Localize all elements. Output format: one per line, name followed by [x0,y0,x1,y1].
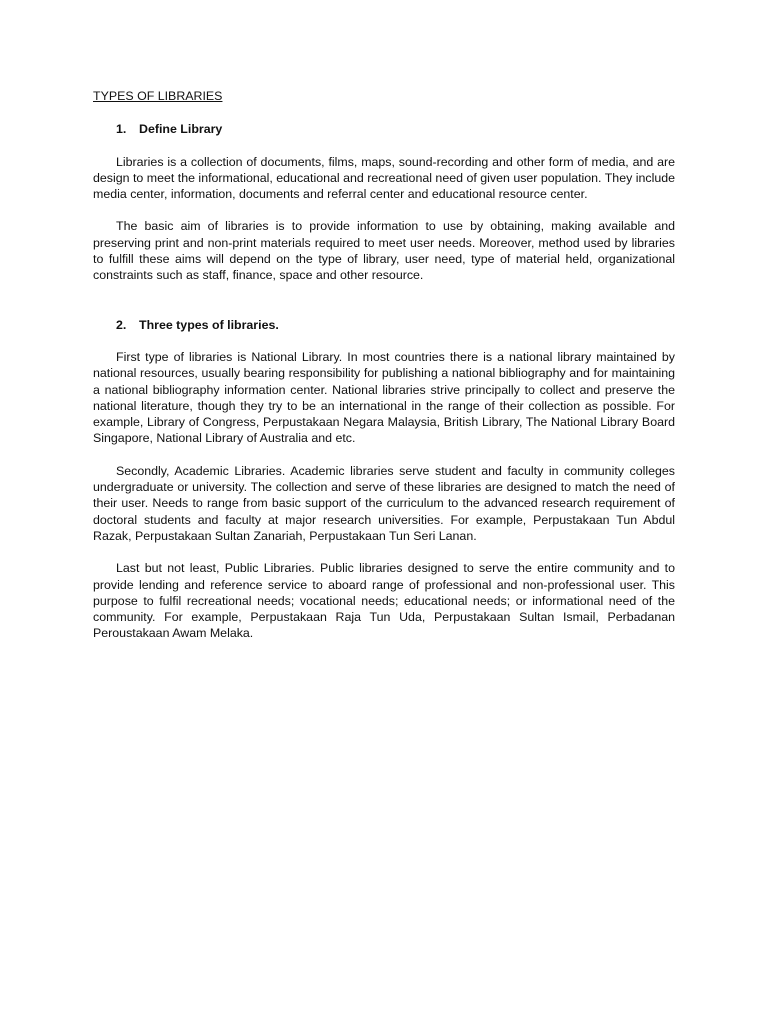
paragraph-define-2: The basic aim of libraries is to provide information to use by obtaining, making available and preserving print and non-print materials required to meet user needs. Moreover, method used by libraries to fulfill these aims will depend on the type of library, user need, type of material held, organizational constraints such as staff, finance, space and other resource. [93,219,675,283]
section-number: 2. [116,317,127,332]
section-heading-text: Three types of libraries. [139,317,279,332]
paragraph-academic-libraries: Secondly, Academic Libraries. Academic libraries serve student and faculty in community colleges undergraduate or university. The collection and serve of these libraries are designed to match the need of their user. Needs to range from basic support of the curriculum to the advanced research requirement of doctoral students and faculty at major research universities. For example, Perpustakaan Tun Abdul Razak, Perpustakaan Sultan Zanariah, Perpustakaan Tun Seri Lanan. [93,463,675,543]
section-heading-define-library [93,121,675,137]
document-title: TYPES OF LIBRARIES [93,89,223,103]
section-number: 1. [116,122,127,137]
section-heading-text: Define Library [139,122,223,137]
paragraph-public-libraries: Last but not least, Public Libraries. Public libraries designed to serve the entire community and to provide lending and reference service to aboard range of professional and non-professional user. This purpose to fulfil recreational needs; vocational needs; educational needs; or informational need of the community. For example, Perpustakaan Raja Tun Uda, Perpustakaan Sultan Ismail, Perbadanan Peroustakaan Awam Melaka. [93,561,675,641]
section-heading-three-types [93,317,675,333]
paragraph-national-library: First type of libraries is National Library. In most countries there is a national library maintained by national resources, usually bearing responsibility for publishing a national bibliography and for maintaining a national bibliography information center. National libraries strive principally to collect and preserve the national literature, though they try to be an international in the range of their collection as possible. For example, Library of Congress, Perpustakaan Negara Malaysia, British Library, The National Library Board Singapore, National Library of Australia and etc. [93,349,675,446]
document-page [93,88,675,642]
paragraph-define-1: Libraries is a collection of documents, films, maps, sound-recording and other form of media, and are design to meet the informational, educational and recreational need of given user population. They include media center, information, documents and referral center and educational resource center. [93,154,675,202]
